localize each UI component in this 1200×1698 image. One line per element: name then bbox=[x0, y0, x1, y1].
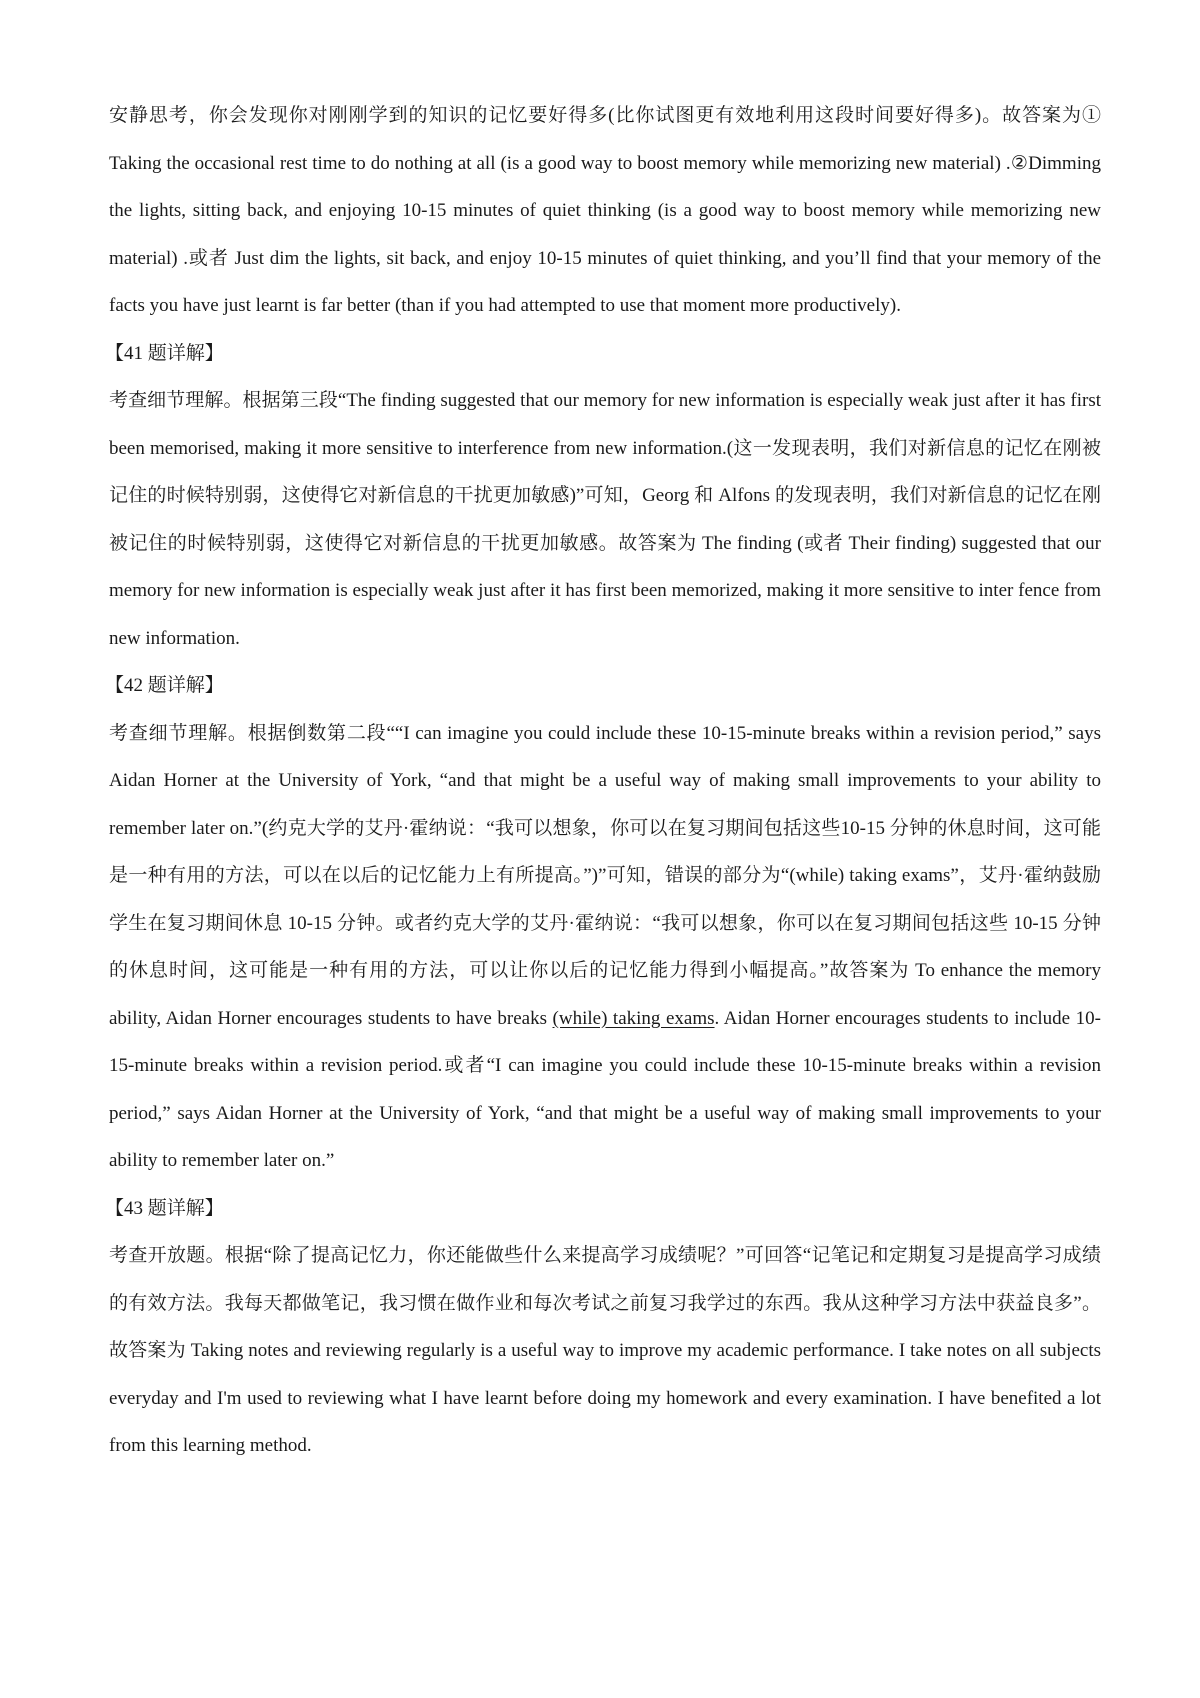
q43-paragraph: 考查开放题。根据“除了提高记忆力，你还能做些什么来提高学习成绩呢？”可回答“记笔记和定期复习是提高学习成绩的有效方法。我每天都做笔记，我习惯在做作业和每次考试之前复习我学过的东西。我从这种学习方法中获益良多”。故答案为 Taking notes and reviewing regularly is a useful way to improve my academic performance. I take notes on all subjects everyday and I'm used to reviewing what I have learnt before doing my homework and every examination. I have benefited a lot from this learning method. bbox=[109, 1245, 1101, 1456]
q42-underlined-phrase: (while) taking exams bbox=[552, 1007, 715, 1029]
q41-heading: 【41 题详解】 bbox=[105, 342, 224, 364]
q42-text-part2: . Aidan Horner encourages students to include 10-15-minute breaks within a revision period.或者“I can imagine you could include these 10-15-minute breaks within a revision period,” says Aidan Horner at the University of York, “and that might be a useful way of making small improvements to your ability to remember later on.” bbox=[109, 1007, 1101, 1171]
q42-text-part1: 考查细节理解。根据倒数第二段““I can imagine you could include these 10-15-minute breaks within a revision period,” says Aidan Horner at the University of York, “and that might be a useful way of making small improvements to your ability to remember later on.”(约克大学的艾丹·霍纳说：“我可以想象，你可以在复习期间包括这些10-15 分钟的休息时间，这可能是一种有用的方法，可以在以后的记忆能力上有所提高。”)”可知，错误的部分为“(while) taking exams”，艾丹·霍纳鼓励学生在复习期间休息 10-15 分钟。或者约克大学的艾丹·霍纳说：“我可以想象，你可以在复习期间包括这些 10-15 分钟的休息时间，这可能是一种有用的方法，可以让你以后的记忆能力得到小幅提高。”故答案为 To enhance the memory ability, Aidan Horner encourages students to have breaks bbox=[109, 722, 1101, 1029]
q42-paragraph bbox=[109, 710, 1101, 1185]
q41-paragraph: 考查细节理解。根据第三段“The finding suggested that our memory for new information is especially weak just after it has first been memorised, making it more sensitive to interference from new information.(这一发现表明，我们对新信息的记忆在刚被记住的时候特别弱，这使得它对新信息的干扰更加敏感)”可知，Georg 和 Alfons 的发现表明，我们对新信息的记忆在刚被记住的时候特别弱，这使得它对新信息的干扰更加敏感。故答案为 The finding (或者 Their finding) suggested that our memory for new information is especially weak just after it has first been memorized, making it more sensitive to inter fence from new information. bbox=[109, 390, 1101, 649]
intro-paragraph: 安静思考，你会发现你对刚刚学到的知识的记忆要好得多(比你试图更有效地利用这段时间要好得多)。故答案为① Taking the occasional rest time to do nothing at all (is a good way to boost memory while memorizing new material) .②Dimming the lights, sitting back, and enjoying 10-15 minutes of quiet thinking (is a good way to boost memory while memorizing new material) .或者 Just dim the lights, sit back, and enjoy 10-15 minutes of quiet thinking, and you’ll find that your memory of the facts you have just learnt is far better (than if you had attempted to use that moment more productively). bbox=[109, 105, 1101, 316]
q43-heading: 【43 题详解】 bbox=[105, 1197, 224, 1219]
q42-heading: 【42 题详解】 bbox=[105, 675, 224, 696]
document-page bbox=[105, 92, 1101, 1470]
